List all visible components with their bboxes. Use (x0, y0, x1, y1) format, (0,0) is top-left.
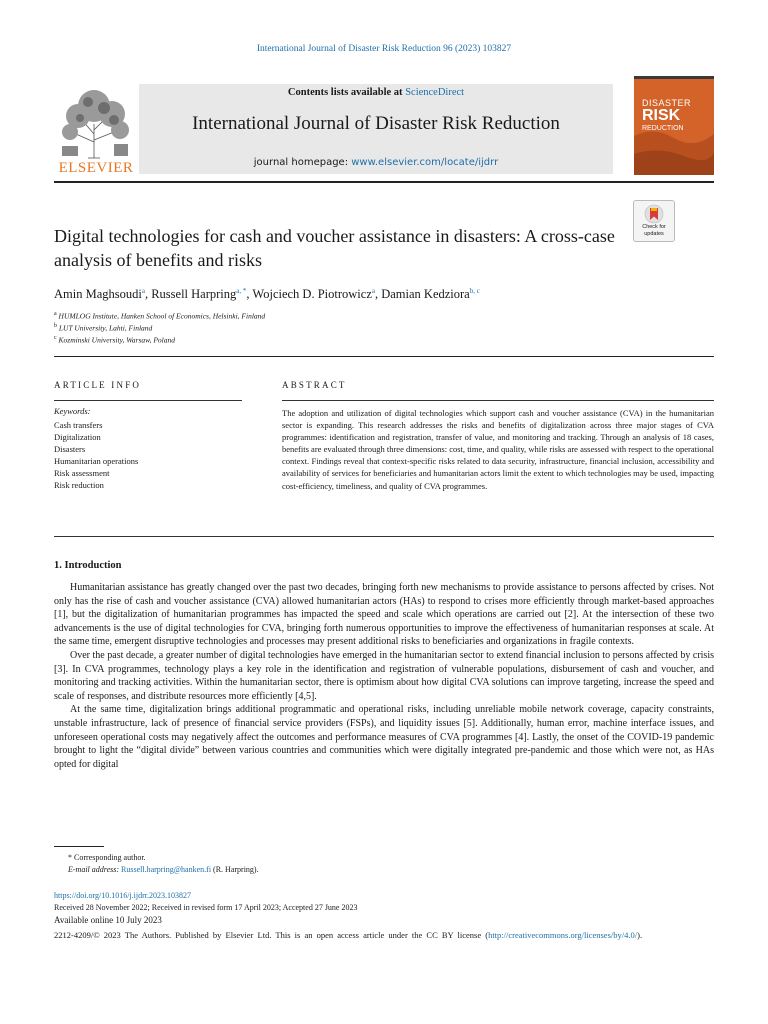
author-sup: b, c (469, 287, 480, 295)
affiliation-sup: c (54, 335, 57, 341)
running-head: International Journal of Disaster Risk Reduction 96 (2023) 103827 (256, 44, 512, 54)
badge-line-2: updates (644, 230, 664, 237)
paragraph: Over the past decade, a greater number of digital technologies have emerged in the humanitarian sector to extend financial inclusion to persons affected by crisis [3]. In CVA programmes, technology plays a key role in the identification and registration of vulnerable populations, disbursement of cash and voucher, and monitoring and tracking activities. Within the humanitarian sector, there is optimism about how digital CVA solutions can improve targeting, increase the speed and scale of responses, and distribute resources more efficiently [4,5]. (54, 649, 714, 702)
elsevier-wordmark: ELSEVIER (58, 160, 134, 176)
author-name[interactable]: Wojciech D. Piotrowicz (252, 287, 372, 302)
article-info-rule (54, 400, 242, 401)
doi-link[interactable]: https://doi.org/10.1016/j.ijdrr.2023.103827 (54, 891, 191, 900)
keywords-list (54, 419, 138, 491)
author-name[interactable]: Russell Harpring (151, 287, 237, 302)
sciencedirect-link[interactable]: ScienceDirect (405, 87, 465, 98)
keywords-label: Keywords: (54, 406, 91, 416)
homepage-prefix: journal homepage: (253, 157, 352, 168)
journal-title: International Journal of Disaster Risk Reduction (192, 113, 560, 134)
license-link[interactable]: http://creativecommons.org/licenses/by/4.0/ (488, 930, 638, 940)
homepage-line (139, 157, 613, 168)
paragraph: Humanitarian assistance has greatly changed over the past two decades, bringing forth new mechanisms to provide assistance to persons affected by crises. Not only has the rise of cash and voucher assistance (CVA) allowed humanitarian actors (HAs) to respond to crises more efficiently through market-based approaches [1], but the digitalization of humanitarian programmes has impacted the speed and scale which operations are carried out [2]. At the intersection of these two advancements is the use of digital technologies for CVA, bringing forth numerous opportunities to improve the effectiveness of humanitarian responses at scale. At the same time, emergent disruptive technologies and processes may present additional risks to beneficiaries and organizations in fragile contexts. (54, 582, 714, 648)
corresponding-author-note: * Corresponding author. (68, 853, 146, 862)
paragraph: At the same time, digitalization brings additional programmatic and operational risks, including unreliable mobile network coverage, capacity constraints, unstable infrastructure, lack of presence of financial service providers (FSPs), and liquidity issues [5]. Additionally, human error, machine interface issues, and unforeseen operational costs may negatively affect the outcomes and performance measures of CVA programmes [4]. Lastly, the onset of the COVID-19 pandemic brought to light the “digital divide” between various countries and communities which were digitally integrated pre-pandemic and those which were not, as HAs opted for digital (54, 704, 714, 770)
elsevier-tree-icon (54, 84, 138, 162)
introduction-body (54, 581, 714, 771)
section-heading-introduction: 1. Introduction (54, 560, 122, 571)
affiliation-sup: b (54, 323, 57, 329)
affiliation-text: LUT University, Lahti, Finland (58, 323, 153, 333)
license-text: 2212-4209/© 2023 The Authors. Published by Elsevier Ltd. This is an open access article under the CC BY license ( (54, 930, 489, 940)
email-note (68, 865, 259, 874)
keyword: Humanitarian operations (54, 456, 139, 466)
keyword: Risk reduction (54, 480, 104, 490)
affiliation-sup: a (54, 311, 57, 317)
affiliation-text: Kozminski University, Warsaw, Poland (58, 335, 176, 345)
keyword: Digitalization (54, 432, 101, 442)
cover-line-3: REDUCTION (642, 125, 684, 132)
bookmark-icon (644, 204, 664, 224)
author-sup: a, * (236, 287, 247, 295)
available-online: Available online 10 July 2023 (54, 915, 162, 925)
author-list: Amin Maghsoudi$^a$, Russell Harpring$^{a, *}$, Wojciech D. Piotrowicz$^a$, Damian Kedziora$^{b, c}$ (54, 287, 480, 302)
contents-line (139, 87, 613, 98)
license-statement (54, 929, 714, 941)
affiliation (54, 335, 175, 345)
affiliation (54, 323, 152, 333)
paper-title: Digital technologies for cash and voucher assistance in disasters: A cross-case analysis of benefits and risks (54, 226, 615, 270)
contents-prefix: Contents lists available at (287, 87, 406, 98)
author-sup: a (141, 287, 145, 295)
abstract-bottom-rule (54, 536, 714, 537)
license-end: ). (637, 930, 643, 940)
author-name[interactable]: Damian Kedziora (381, 287, 470, 302)
received-dates: Received 28 November 2022; Received in revised form 17 April 2023; Accepted 27 June 2023 (54, 903, 358, 912)
authors-rule (54, 356, 714, 357)
keyword: Disasters (54, 444, 86, 454)
affiliation-text: HUMLOG Institute, Hanken School of Economics, Helsinki, Finland (58, 311, 266, 321)
keyword: Risk assessment (54, 468, 110, 478)
email-suffix: (R. Harpring). (211, 865, 259, 874)
header-rule (54, 181, 714, 183)
email-label: E-mail address: (68, 865, 122, 874)
homepage-link[interactable]: www.elsevier.com/locate/ijdrr (351, 157, 499, 168)
email-link[interactable]: Russell.harpring@hanken.fi (121, 865, 212, 874)
badge-label (634, 224, 674, 237)
article-info-label: ARTICLE INFO (54, 380, 142, 390)
keyword: Cash transfers (54, 420, 103, 430)
author-name[interactable]: Amin Maghsoudi (54, 287, 142, 302)
affiliation (54, 311, 265, 321)
elsevier-logo (54, 84, 138, 178)
check-for-updates-badge[interactable] (633, 200, 675, 242)
abstract-label: ABSTRACT (282, 380, 347, 390)
cover-line-2: RISK (642, 107, 681, 124)
abstract-text: The adoption and utilization of digital technologies which support cash and voucher assistance (CVA) in the humanitarian sector is expanding. This research addresses the risks and benefits of digitalization across three major stages of CVA programmes: identification and registration, transfer of value, and monitoring and tracking. Through an analysis of 18 cases, benefits are evaluated through three dimensions: cost, time, and quality, while risks are assessed with respect to the operational context. Findings reveal that context-specific risks related to data security, infrastructure, financial inclusion, accessibility and availability of services for beneficiaries and humanitarian actors limit the extent to which technologies may be used, impacting cost-efficiency, timeliness, and quality of CVA programmes. (282, 408, 714, 491)
footnote-rule (54, 846, 104, 847)
badge-line-1: Check for (642, 224, 666, 230)
journal-cover (634, 76, 714, 175)
author-sup: a (371, 287, 375, 295)
abstract-rule (282, 400, 714, 401)
cover-line-1: DISASTER (642, 98, 692, 108)
